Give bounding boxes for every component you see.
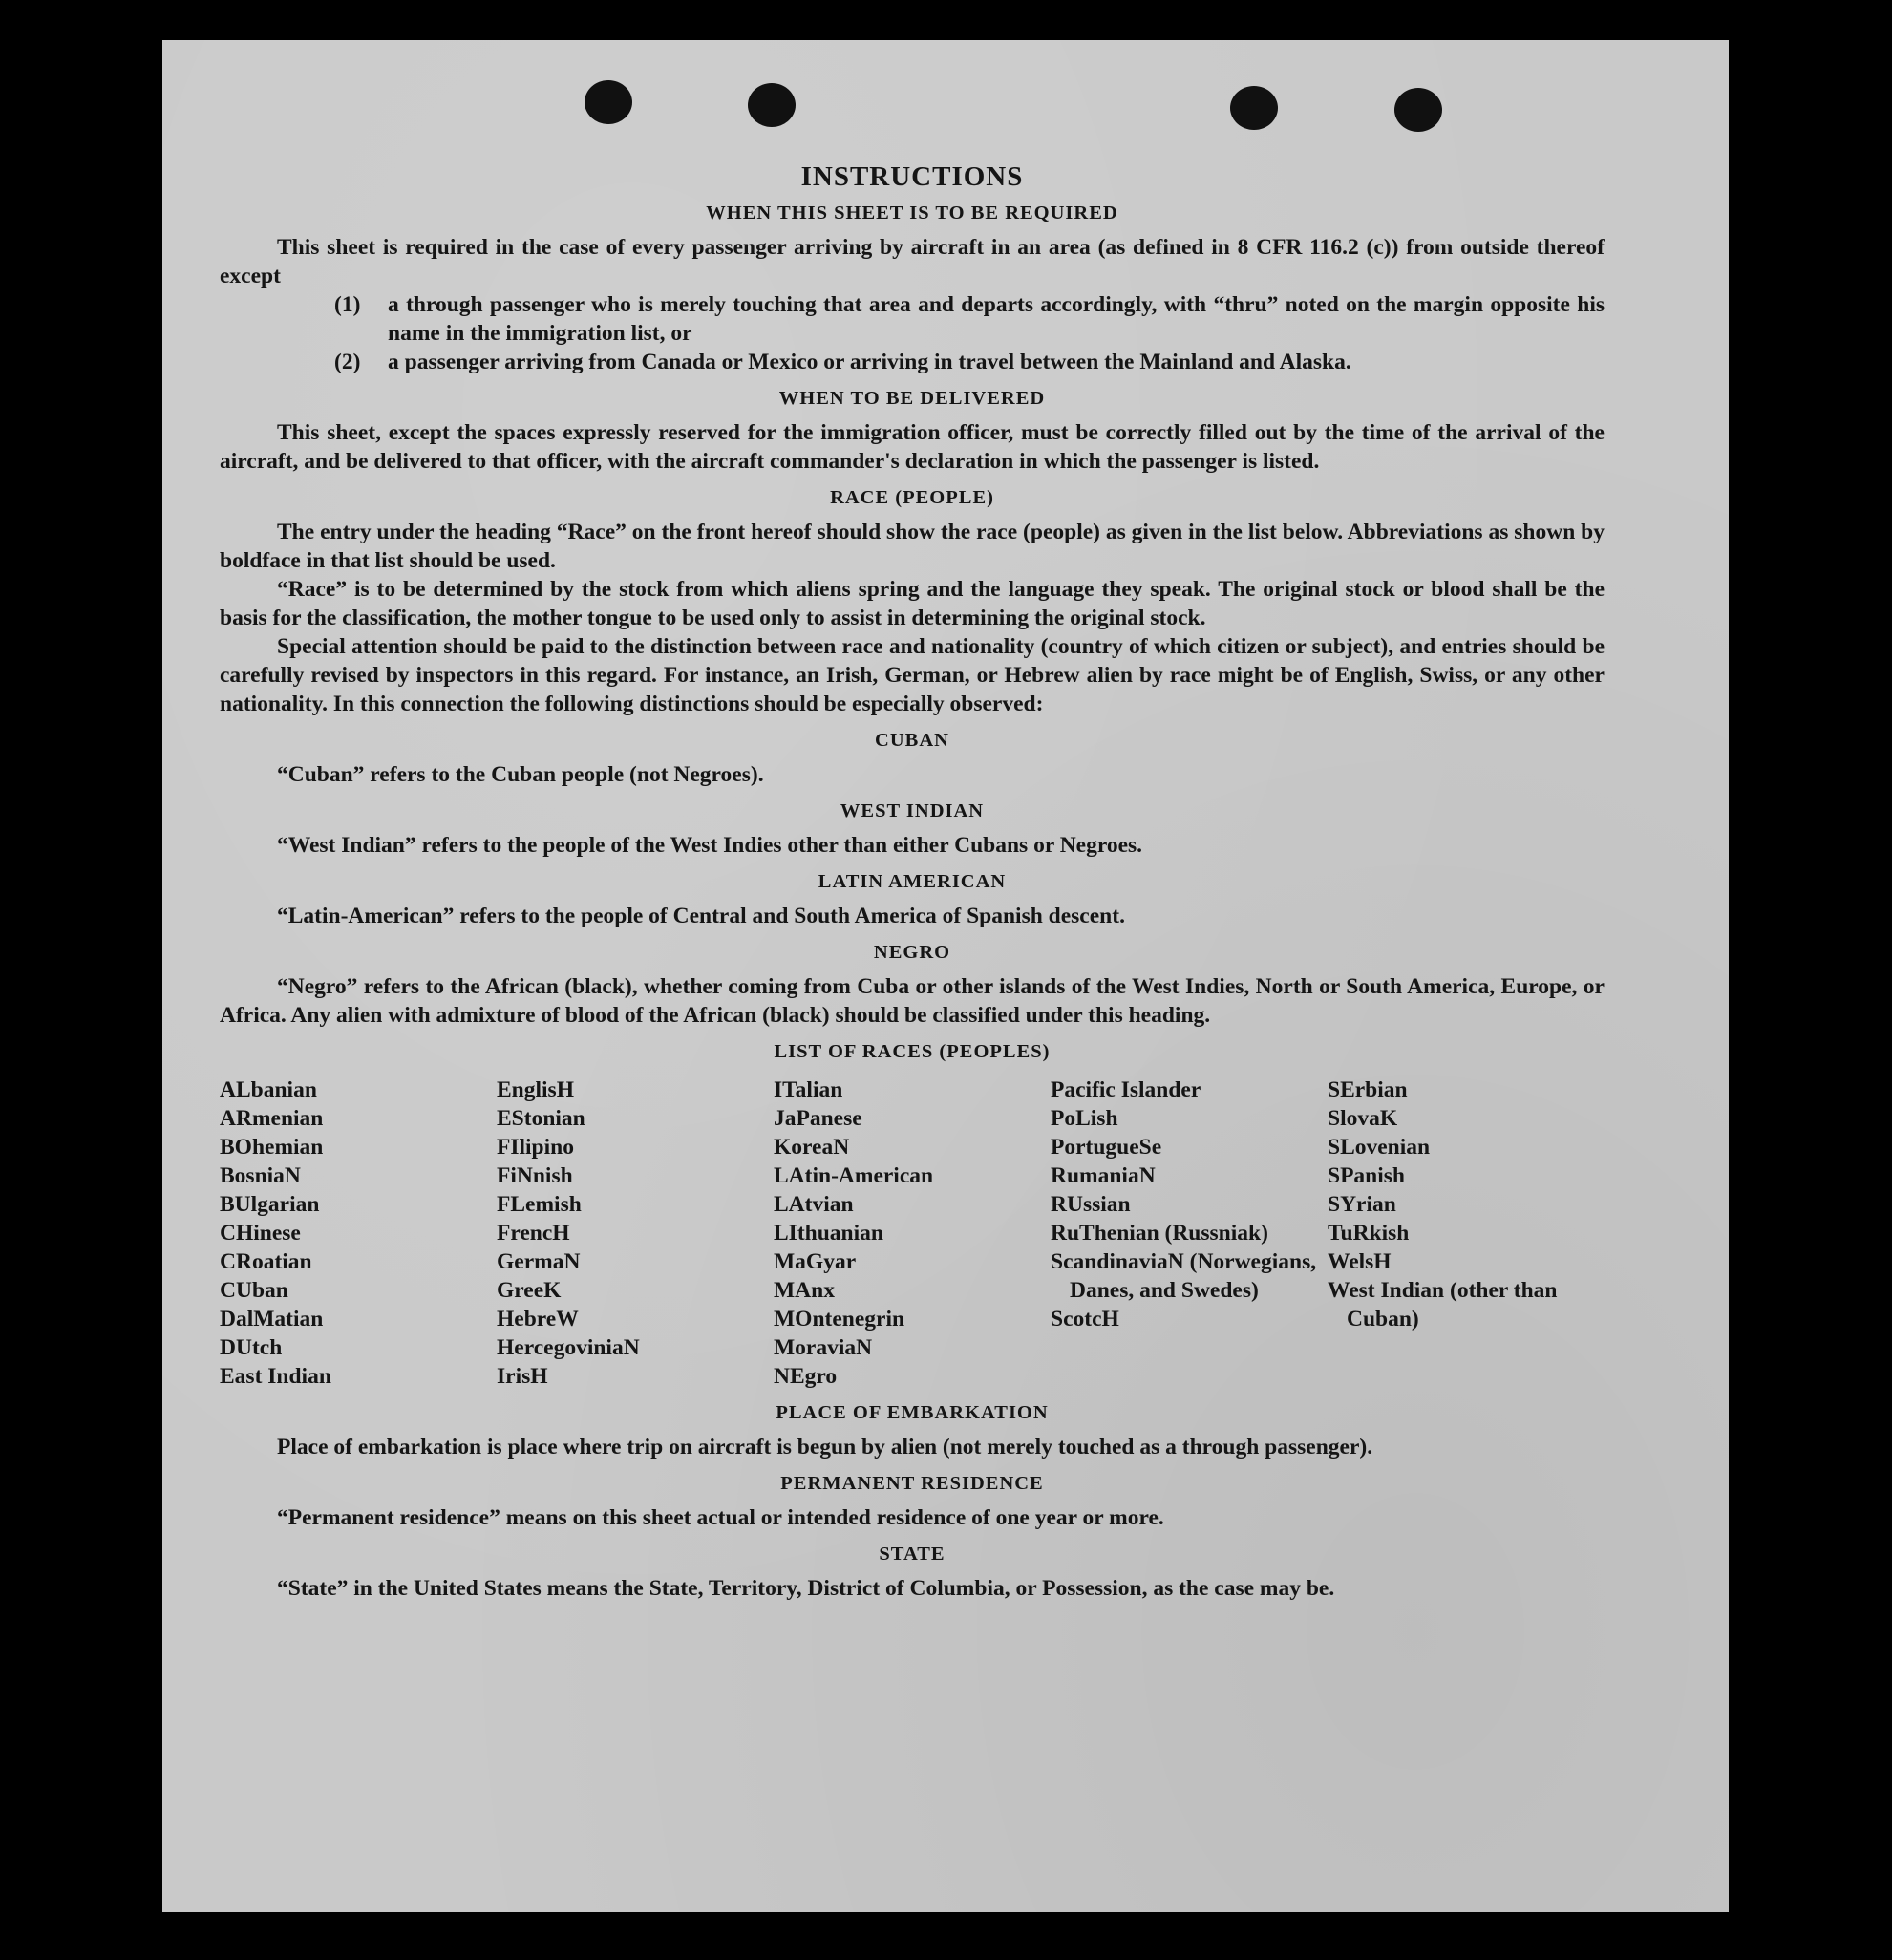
race-paragraph: Special attention should be paid to the distinction between race and nationality (country of which citizen or subject), and entries should be carefully revised by inspectors in this regard. For instance, an Irish, German, or Hebrew alien by race might be of English, Swiss, or any other nationality. In this connection the following distinctions should be especially observed:	[220, 634, 1605, 716]
punch-hole	[585, 80, 632, 124]
race-item: GreeK	[497, 1278, 562, 1303]
race-item: MoraviaN	[774, 1335, 873, 1360]
race-item: WelsH	[1328, 1249, 1392, 1274]
west-indian-text: “West Indian” refers to the people of the West Indies other than either Cubans or Negroes.	[277, 833, 1143, 858]
race-item: MaGyar	[774, 1249, 857, 1274]
race-item: MAnx	[774, 1278, 835, 1303]
race-item: ScandinaviaN (Norwegians, Danes, and Swedes)	[1051, 1249, 1317, 1303]
race-item: PoLish	[1051, 1106, 1118, 1131]
section-heading-west-indian: WEST INDIAN	[840, 800, 985, 821]
race-item: DalMatian	[220, 1307, 324, 1332]
race-item: HercegoviniaN	[497, 1335, 640, 1360]
exception-number: (1)	[334, 292, 361, 317]
race-column	[220, 1076, 497, 1391]
section-heading-latin-american: LATIN AMERICAN	[818, 871, 1007, 892]
race-item: CHinese	[220, 1221, 301, 1246]
race-item: PortugueSe	[1051, 1135, 1162, 1160]
race-item: SLovenian	[1328, 1135, 1431, 1160]
residence-text: “Permanent residence” means on this sheet actual or intended residence of one year or more.	[277, 1505, 1164, 1530]
race-item: MOntenegrin	[774, 1307, 905, 1332]
race-item: TuRkish	[1328, 1221, 1410, 1246]
race-item: LIthuanian	[774, 1221, 883, 1246]
race-item: ARmenian	[220, 1106, 324, 1131]
section-heading-embarkation: PLACE OF EMBARKATION	[776, 1402, 1049, 1423]
race-list	[220, 1076, 1605, 1391]
punch-hole	[1230, 86, 1278, 130]
race-item: ITalian	[774, 1077, 843, 1102]
punch-hole	[1394, 88, 1442, 132]
instructions-content	[220, 162, 1605, 1603]
when-delivered-text: This sheet, except the spaces expressly reserved for the immigration officer, must be correctly filled out by the time of the arrival of the aircraft, and be delivered to that officer, with the aircraft commander's declaration in which the passenger is listed.	[220, 420, 1605, 474]
race-item: RumaniaN	[1051, 1163, 1156, 1188]
section-heading-negro: NEGRO	[873, 942, 951, 963]
race-item: CRoatian	[220, 1249, 312, 1274]
section-heading-race: RACE (PEOPLE)	[830, 487, 994, 508]
race-column	[497, 1076, 774, 1391]
state-text: “State” in the United States means the State, Territory, District of Columbia, or Possession, as the case may be.	[277, 1576, 1335, 1601]
section-heading-cuban: CUBAN	[875, 730, 949, 751]
when-required-text: This sheet is required in the case of every passenger arriving by aircraft in an area (as defined in 8 CFR 116.2 (c)) from outside thereof except	[220, 235, 1605, 288]
cuban-text: “Cuban” refers to the Cuban people (not Negroes).	[277, 762, 764, 787]
race-item: NEgro	[774, 1364, 838, 1389]
race-item: SErbian	[1328, 1077, 1408, 1102]
race-item: CUban	[220, 1278, 288, 1303]
embarkation-text: Place of embarkation is place where trip on aircraft is begun by alien (not merely touched as a through passenger).	[277, 1435, 1373, 1459]
document-title: INSTRUCTIONS	[800, 161, 1024, 192]
race-item: SPanish	[1328, 1163, 1405, 1188]
punch-hole	[748, 83, 796, 127]
race-item: GermaN	[497, 1249, 581, 1274]
race-item: LAtin-American	[774, 1163, 934, 1188]
race-item: BosniaN	[220, 1163, 301, 1188]
race-item: FrencH	[497, 1221, 570, 1246]
document-page	[162, 40, 1729, 1912]
exception-item	[334, 290, 1605, 348]
race-paragraph: The entry under the heading “Race” on the front hereof should show the race (people) as given in the list below. Abbreviations as shown by boldface in that list should be used.	[220, 520, 1605, 573]
race-paragraph: “Race” is to be determined by the stock from which aliens spring and the language they speak. The original stock or blood shall be the basis for the classification, the mother tongue to be used only to assist in determining the original stock.	[220, 577, 1605, 630]
race-column	[1051, 1076, 1328, 1391]
exception-text: a through passenger who is merely touching that area and departs accordingly, with “thru” noted on the margin opposite his name in the immigration list, or	[388, 292, 1605, 346]
exception-text: a passenger arriving from Canada or Mexico or arriving in travel between the Mainland and Alaska.	[388, 350, 1351, 374]
race-item: Pacific Islander	[1051, 1077, 1201, 1102]
race-column	[774, 1076, 1051, 1391]
race-item: FiNnish	[497, 1163, 573, 1188]
race-item: ALbanian	[220, 1077, 317, 1102]
race-item: RUssian	[1051, 1192, 1131, 1217]
race-item: FLemish	[497, 1192, 582, 1217]
race-item: East Indian	[220, 1364, 331, 1389]
race-item: SlovaK	[1328, 1106, 1398, 1131]
race-item: ScotcH	[1051, 1307, 1119, 1332]
section-heading-list-of-races: LIST OF RACES (PEOPLES)	[774, 1041, 1051, 1062]
section-heading-state: STATE	[879, 1544, 946, 1565]
section-heading-residence: PERMANENT RESIDENCE	[780, 1473, 1044, 1494]
section-heading-when-required: WHEN THIS SHEET IS TO BE REQUIRED	[706, 202, 1118, 224]
race-column	[1328, 1076, 1605, 1391]
race-item: KoreaN	[774, 1135, 850, 1160]
race-item: HebreW	[497, 1307, 579, 1332]
race-item: FIlipino	[497, 1135, 574, 1160]
race-item: BUlgarian	[220, 1192, 320, 1217]
race-item: EStonian	[497, 1106, 585, 1131]
race-item: BOhemian	[220, 1135, 324, 1160]
negro-text: “Negro” refers to the African (black), whether coming from Cuba or other islands of the West Indies, North or South America, Europe, or Africa. Any alien with admixture of blood of the African (black) should be classified under this heading.	[220, 974, 1605, 1028]
race-item: RuThenian (Russniak)	[1051, 1221, 1268, 1246]
race-item: SYrian	[1328, 1192, 1396, 1217]
exception-item	[334, 348, 1605, 376]
exception-number: (2)	[334, 350, 361, 374]
race-item: JaPanese	[774, 1106, 862, 1131]
race-item: EnglisH	[497, 1077, 574, 1102]
race-item: IrisH	[497, 1364, 548, 1389]
race-item: DUtch	[220, 1335, 283, 1360]
race-item: West Indian (other than Cuban)	[1328, 1278, 1558, 1332]
race-item: LAtvian	[774, 1192, 854, 1217]
section-heading-when-delivered: WHEN TO BE DELIVERED	[778, 388, 1046, 409]
latin-american-text: “Latin-American” refers to the people of Central and South America of Spanish descent.	[277, 904, 1125, 928]
